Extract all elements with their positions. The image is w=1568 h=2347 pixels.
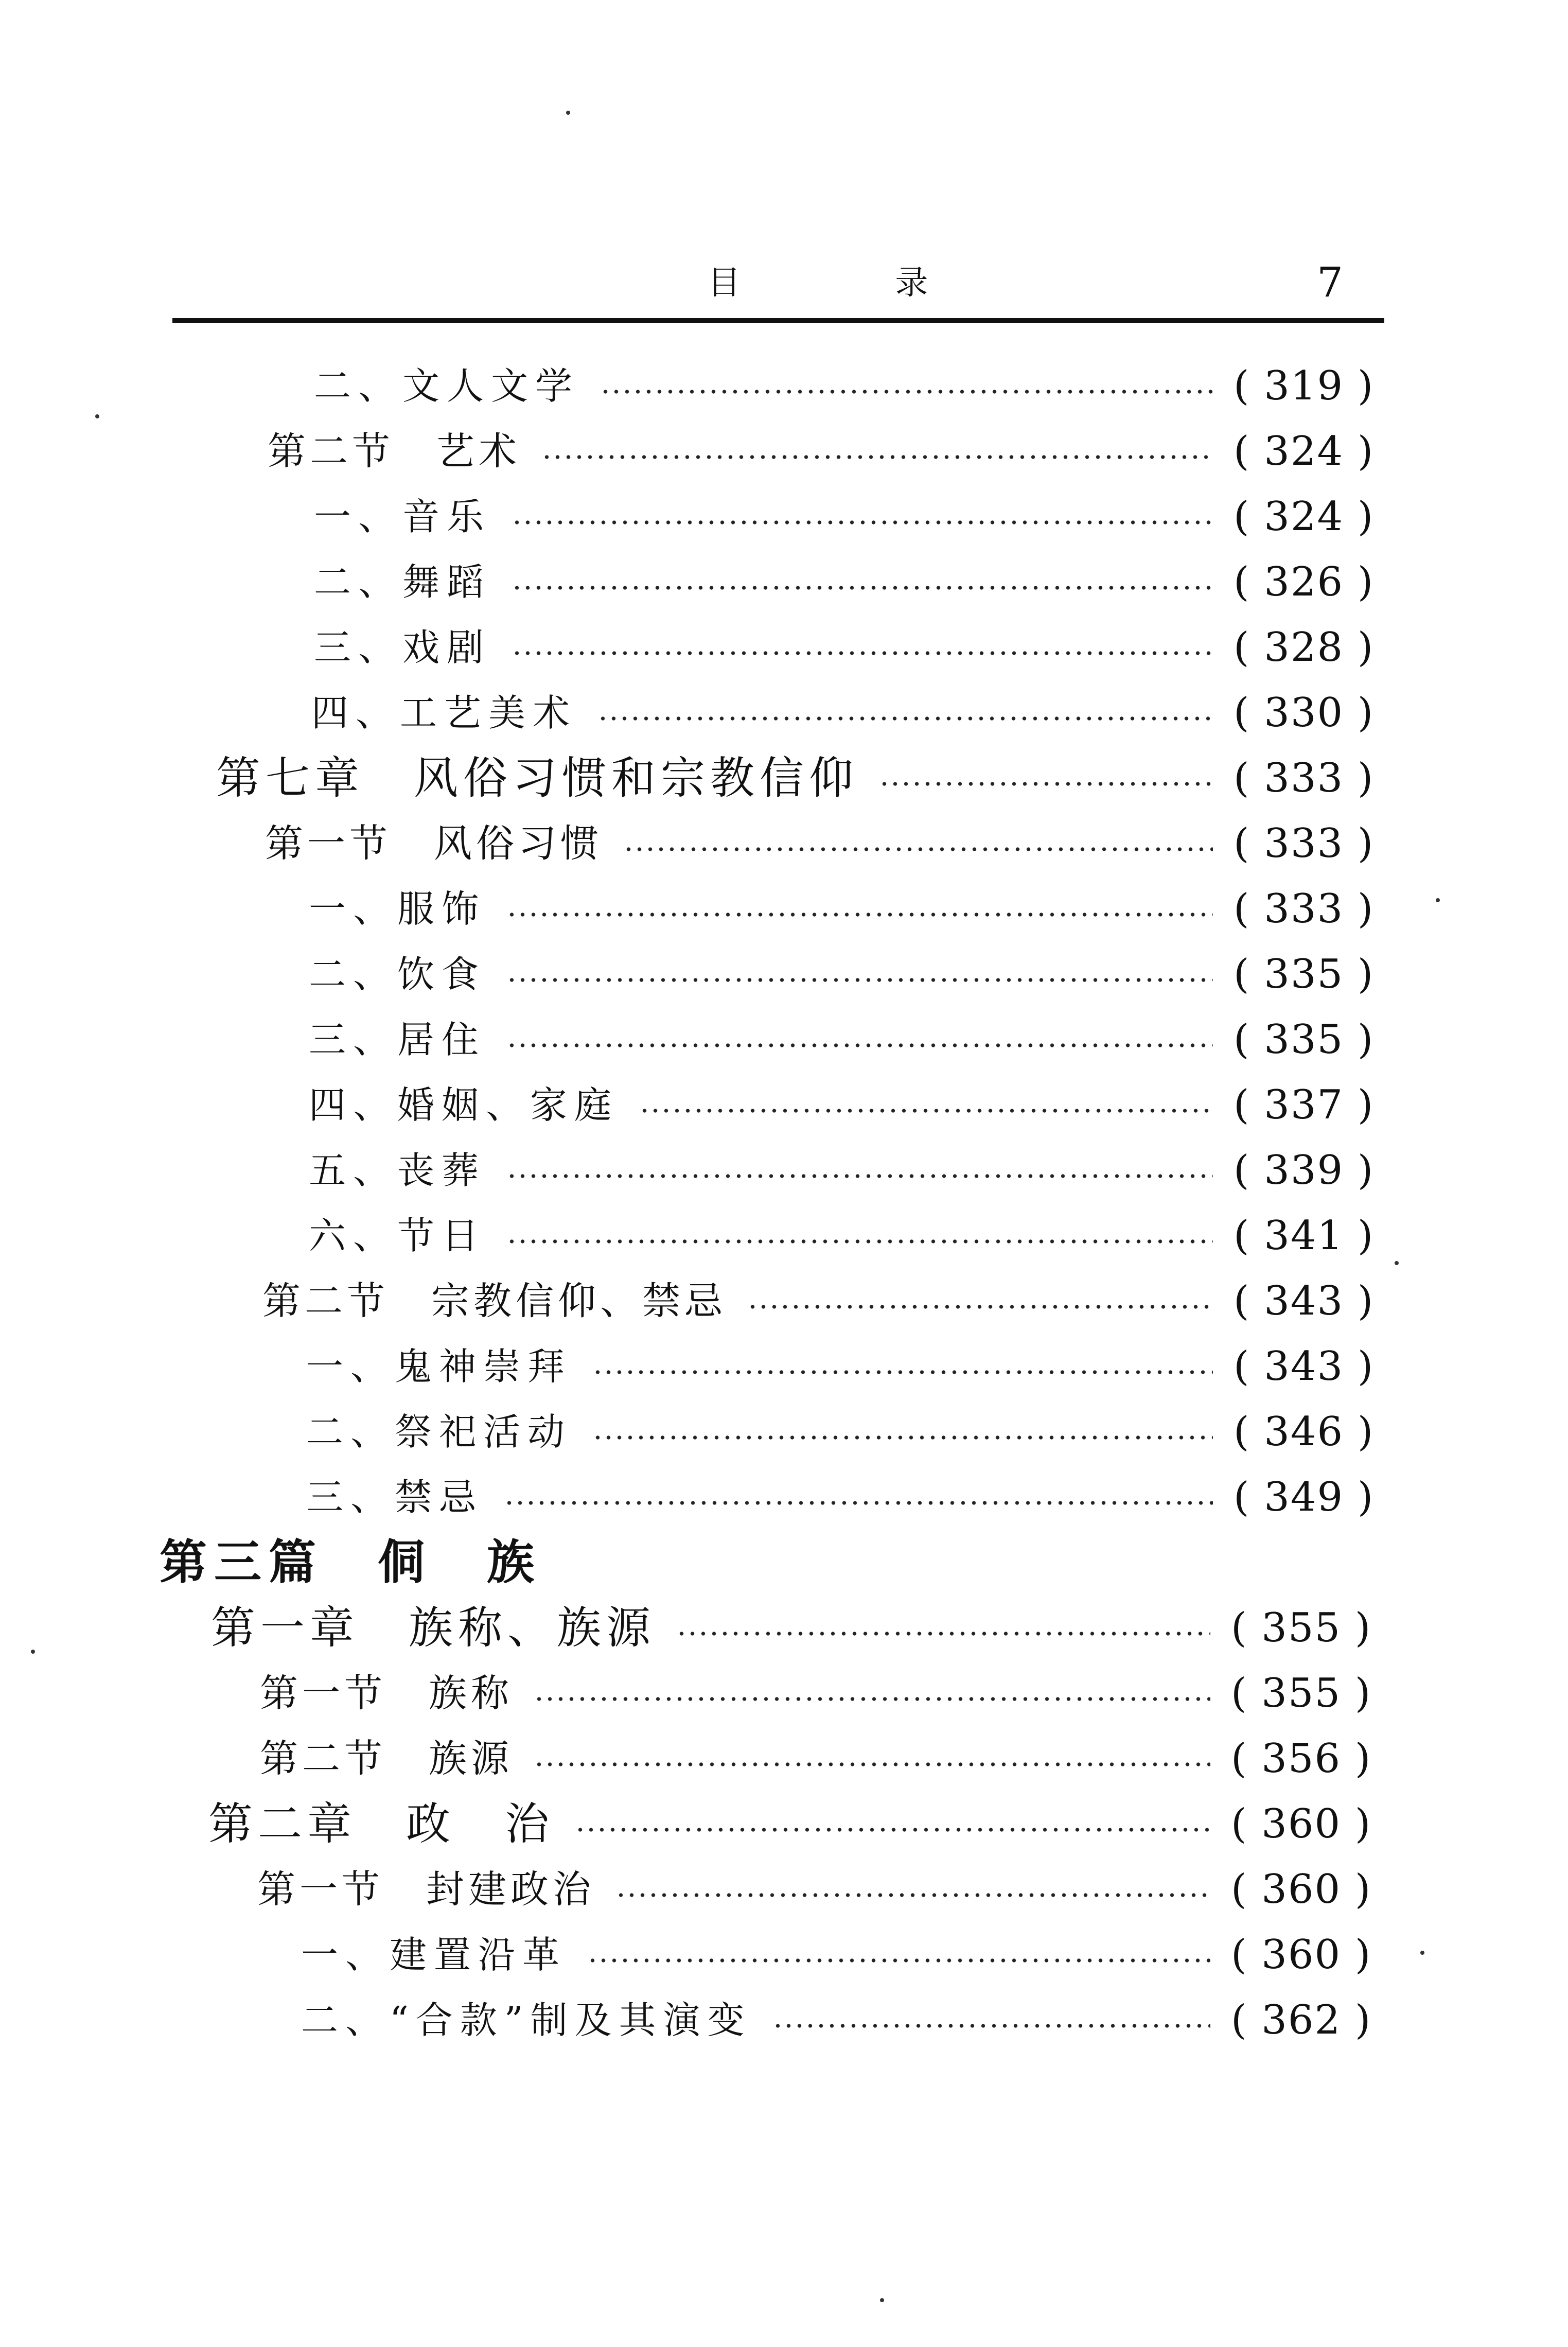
toc-entry — [265, 815, 1375, 872]
toc-entry-label: 第一节 风俗习惯 — [265, 821, 603, 866]
toc-entry — [268, 423, 1375, 480]
dot-leader — [597, 715, 1213, 722]
scan-speck — [1436, 898, 1440, 902]
toc-entry-label: 第二节 艺术 — [268, 429, 521, 474]
dot-leader — [772, 2023, 1210, 2029]
toc-entry — [309, 1142, 1375, 1199]
toc-entry-page: ( 339 ) — [1234, 1147, 1375, 1194]
toc-entry-label: 六、节日 — [309, 1214, 486, 1257]
toc-entry-page: ( 343 ) — [1234, 1278, 1375, 1324]
toc-entry-page: ( 346 ) — [1234, 1409, 1375, 1455]
toc-entry-page: ( 355 ) — [1231, 1670, 1372, 1717]
toc-entry — [311, 685, 1375, 741]
toc-entry-label: 一、音乐 — [314, 495, 491, 538]
toc-entry-label: 二、舞蹈 — [314, 561, 491, 604]
toc-entry-label: 一、鬼神崇拜 — [306, 1345, 572, 1388]
toc-entry — [260, 1665, 1372, 1722]
dot-leader — [506, 1042, 1213, 1048]
toc-entry — [309, 1077, 1375, 1133]
toc-entry-page: ( 324 ) — [1234, 494, 1375, 540]
toc-entry-label: 二、文人文学 — [314, 364, 580, 408]
toc-entry-page: ( 328 ) — [1234, 624, 1375, 671]
toc-entry — [301, 1992, 1372, 2048]
dot-leader — [623, 846, 1213, 852]
toc-entry-page: ( 337 ) — [1234, 1082, 1375, 1128]
dot-leader — [575, 1827, 1210, 1833]
part-heading — [160, 1534, 1357, 1591]
dot-leader — [541, 454, 1213, 460]
dot-leader — [506, 1173, 1213, 1179]
dot-leader — [639, 1108, 1213, 1114]
dot-leader — [676, 1631, 1210, 1637]
toc-entry-page: ( 355 ) — [1231, 1605, 1372, 1651]
toc-entry-page: ( 360 ) — [1231, 1801, 1372, 1847]
toc-entry-page: ( 360 ) — [1231, 1932, 1372, 1978]
toc-entry — [216, 750, 1375, 807]
dot-leader — [534, 1761, 1210, 1767]
dot-leader — [747, 1304, 1213, 1310]
toc-entry-page: ( 349 ) — [1234, 1474, 1375, 1520]
toc-entry-label: 第七章 风俗习惯和宗教信仰 — [216, 752, 858, 804]
scan-speck — [95, 414, 99, 418]
toc-entry — [208, 1796, 1372, 1852]
toc-entry-label: 四、工艺美术 — [311, 691, 577, 734]
toc-entry — [309, 1207, 1375, 1264]
toc-entry-label: 二、祭祀活动 — [306, 1410, 572, 1453]
scan-speck — [566, 111, 570, 115]
dot-leader — [512, 585, 1213, 591]
toc-entry-label: 第二节 宗教信仰、禁忌 — [262, 1279, 727, 1323]
toc-entry-label: 三、居住 — [309, 1018, 486, 1061]
toc-entry-page: ( 335 ) — [1234, 951, 1375, 997]
dot-leader — [534, 1696, 1210, 1702]
dot-leader — [592, 1434, 1213, 1441]
scan-speck — [1395, 1261, 1399, 1265]
toc-entry — [309, 881, 1375, 937]
dot-leader — [600, 389, 1213, 395]
toc-entry-page: ( 362 ) — [1231, 1997, 1372, 2043]
toc-entry — [309, 946, 1375, 1003]
toc-entry-page: ( 341 ) — [1234, 1213, 1375, 1259]
toc-entry-page: ( 335 ) — [1234, 1017, 1375, 1063]
running-title: 目 录 — [708, 264, 1000, 302]
toc-entry-label: 第二章 政 治 — [208, 1798, 554, 1850]
toc-entry-label: 第一节 族称 — [260, 1671, 513, 1715]
dot-leader — [504, 1500, 1213, 1506]
toc-entry — [301, 1926, 1372, 1983]
toc-entry-label: 二、饮食 — [309, 953, 486, 996]
scan-speck — [880, 2298, 884, 2302]
toc-entry-label: 三、戏剧 — [314, 626, 491, 669]
toc-entry-label: 三、禁忌 — [306, 1476, 484, 1519]
toc-entry — [306, 1404, 1375, 1460]
toc-entry — [314, 554, 1375, 610]
toc-entry-label: 二、“合款”制及其演变 — [301, 1999, 752, 2042]
toc-entry-label: 第一章 族称、族源 — [211, 1602, 656, 1654]
dot-leader — [587, 1957, 1210, 1964]
toc-entry-label: 四、婚姻、家庭 — [309, 1083, 619, 1127]
toc-entry — [306, 1338, 1375, 1395]
toc-entry-label: 一、服饰 — [309, 887, 486, 931]
toc-entry-page: ( 333 ) — [1234, 755, 1375, 801]
toc-entry — [260, 1730, 1372, 1787]
scan-speck — [31, 1650, 35, 1654]
part-heading-label: 第三篇 侗 族 — [160, 1535, 542, 1590]
toc-entry — [314, 619, 1375, 676]
page-number: 7 — [1317, 258, 1343, 306]
toc-entry-page: ( 360 ) — [1231, 1866, 1372, 1913]
toc-entry — [306, 1469, 1375, 1526]
dot-leader — [879, 781, 1213, 787]
toc-entry — [314, 488, 1375, 545]
toc-entry-label: 第一节 封建政治 — [257, 1867, 595, 1912]
toc-entry-page: ( 330 ) — [1234, 690, 1375, 736]
toc-entry-page: ( 324 ) — [1234, 428, 1375, 475]
toc-entry-page: ( 343 ) — [1234, 1343, 1375, 1390]
dot-leader — [512, 650, 1213, 656]
dot-leader — [512, 519, 1213, 526]
dot-leader — [615, 1892, 1210, 1898]
toc-entry-page: ( 356 ) — [1231, 1736, 1372, 1782]
toc-entry — [262, 1273, 1375, 1329]
dot-leader — [592, 1369, 1213, 1375]
toc-entry — [257, 1861, 1372, 1918]
scan-speck — [1420, 1951, 1424, 1955]
toc-entry-page: ( 333 ) — [1234, 820, 1375, 867]
toc-entry-page: ( 326 ) — [1234, 559, 1375, 605]
toc-entry-page: ( 319 ) — [1234, 363, 1375, 409]
toc-entry — [309, 1011, 1375, 1068]
toc-entry-label: 第二节 族源 — [260, 1737, 513, 1781]
toc-entry-label: 一、建置沿革 — [301, 1933, 567, 1976]
dot-leader — [506, 912, 1213, 918]
toc-entry-page: ( 333 ) — [1234, 886, 1375, 932]
dot-leader — [506, 977, 1213, 983]
toc-entry — [314, 358, 1375, 414]
toc-entry-label: 五、丧葬 — [309, 1149, 486, 1192]
dot-leader — [506, 1238, 1213, 1245]
toc-entry — [211, 1600, 1372, 1656]
